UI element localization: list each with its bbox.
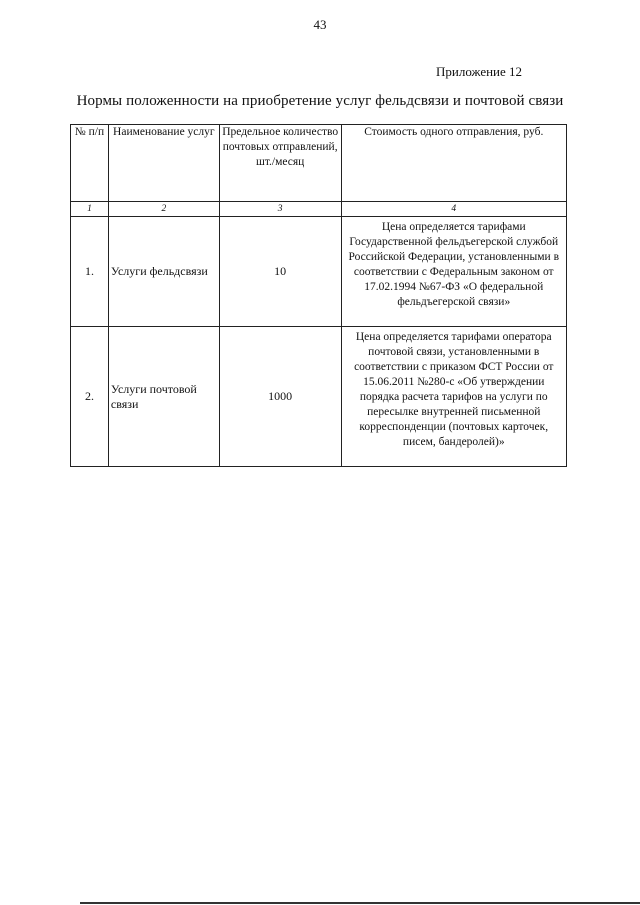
page-number: 43 (313, 17, 327, 32)
document-title: Нормы положенности на приобретение услуг фельдсвязи и почтовой связи (76, 93, 564, 109)
max-quantity: 10 (219, 217, 341, 327)
cost-description: Цена определяется тарифами оператора почтовой связи, установленными в соответствии с приказом ФСТ России от 15.06.2011 №280-с «Об утверждении порядка расчета тарифов на услуги по пересылке внутренней письменной корреспонденции (почтовых карточек, писем, бандеролей)» (341, 327, 566, 467)
index-cell: 4 (341, 202, 566, 217)
index-cell: 3 (219, 202, 341, 217)
table-row (71, 327, 567, 467)
table-index-row (71, 202, 567, 217)
service-name: Услуги фельдсвязи (108, 217, 219, 327)
row-number: 1. (71, 217, 109, 327)
index-cell: 1 (71, 202, 109, 217)
index-cell: 2 (108, 202, 219, 217)
page-bottom-edge (80, 902, 640, 904)
max-quantity: 1000 (219, 327, 341, 467)
cost-description: Цена определяется тарифами Государственной фельдъегерской службой Российской Федерации, установленными в соответствии с Федеральным законом от 17.02.1994 №67-ФЗ «О федеральной фельдъегерской связи» (341, 217, 566, 327)
row-number: 2. (71, 327, 109, 467)
header-cost: Стоимость одного отправления, руб. (341, 125, 566, 202)
table-row (71, 217, 567, 327)
table-header-row (71, 125, 567, 202)
header-service-name: Наименование услуг (108, 125, 219, 202)
service-name: Услуги почтовой связи (108, 327, 219, 467)
header-max-quantity: Предельное количество почтовых отправлений, шт./месяц (219, 125, 341, 202)
appendix-label: Приложение 12 (436, 64, 523, 79)
header-num: № п/п (71, 125, 109, 202)
norms-table (70, 124, 567, 467)
